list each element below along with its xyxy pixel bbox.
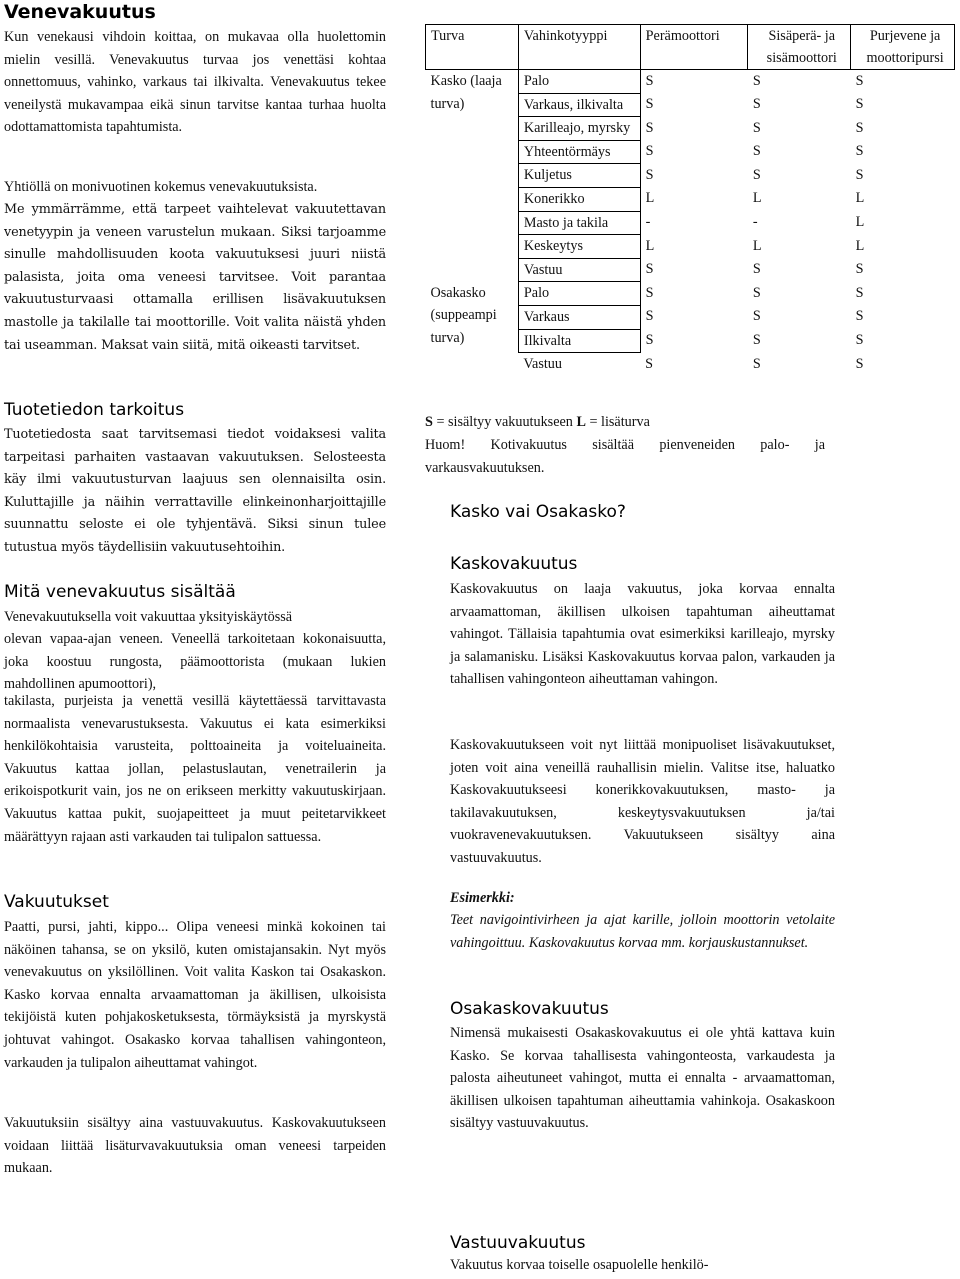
table-cell: Varkaus, ilkivalta <box>518 93 640 117</box>
purpose-paragraph: Tuotetiedosta saat tarvitsemasi tiedot voidaksesi valita tarpeitasi parhaiten vastaavan vakuutuksen. Selosteesta käy ilmi vakuutusturvan laajuus sen olennaisilta osin. Kuluttajille ja näihin verrattaville elinkeinonharjoittajille suunnattu seloste ei ole tyhjentävä. Siksi sinun tulee tutustua myös täydellisiin vakuutusehtoihin. <box>4 427 386 555</box>
section-heading-insurances: Vakuutukset <box>4 892 109 912</box>
table-row <box>426 282 955 306</box>
example-label: Esimerkki: <box>450 890 515 906</box>
contents-paragraph-1: olevan vapaa-ajan veneen. Veneellä tarkoitetaan kokonaisuutta, joka koostuu rungosta, päämoottorista (mukaan lukien mahdollinen apumoottori), <box>4 631 386 693</box>
section-heading-contents: Mitä venevakuutus sisältää <box>4 582 236 602</box>
group-label-kasko: Kasko (laaja turva) <box>430 73 502 112</box>
table-row <box>426 70 955 94</box>
table-cell: Vastuu <box>523 356 562 373</box>
table-cell: S <box>855 308 864 325</box>
table-cell: S <box>752 261 761 278</box>
table-cell: S <box>855 355 864 372</box>
liability-note-paragraph: Vakuutuksiin sisältyy aina vastuuvakuutus. Kaskovakuutukseen voidaan liittää lisäturvavakuutuksia oman veneesi tarpeiden mukaan. <box>4 1115 386 1177</box>
table-header-cell: Perämoottori <box>640 25 748 70</box>
table-cell: S <box>855 332 864 349</box>
table-cell: L <box>855 190 865 207</box>
coverage-table <box>425 24 955 376</box>
compare-heading: Kasko vai Osakasko? <box>450 502 626 522</box>
table-cell: Vastuu <box>518 258 640 282</box>
table-cell: - <box>752 214 758 231</box>
contents-line-1: Venevakuutuksella voit vakuuttaa yksityiskäytössä <box>4 609 293 625</box>
table-legend <box>425 411 845 434</box>
table-header-cell: Purjevene ja moottoripursi <box>851 25 955 70</box>
table-cell: L <box>645 237 655 254</box>
osakasko-paragraph: Nimensä mukaisesti Osakaskovakuutus ei ole yhtä kattava kuin Kasko. Se korvaa tahallisesta vahingonteosta, varkaudesta ja palosta aiheutuneet vahingot, mutta ei ennalta - arvaamattoman, äkillisen ulkoisen tapahtuman aiheuttamia vahinkoja. Osakaskoon sisältyy vastuuvakuutus. <box>450 1025 835 1132</box>
insurances-paragraph: Paatti, pursi, jahti, kippo... Olipa veneesi minkä kokoinen tai näköinen tahansa, se on yksilö, kuten omistajansakin. Nyt myös venevakuutus on yksilöllinen. Voit valita Kaskon tai Osakaskon. Kasko korvaa ennalta arvaamattoman ja äkillisen, ulkoisista tekijöistä kuten pohjakosketuksesta, törmäyksistä ja myrskystä johtuvat vahingot. Osakasko korvaa tahallisen vahingonteon, varkauden ja tulipalon aiheuttamat vahingot. <box>4 919 386 1071</box>
table-cell: Yhteentörmäys <box>518 140 640 164</box>
table-cell: S <box>645 166 654 183</box>
table-cell: Palo <box>518 282 640 306</box>
example-text: Teet navigointivirheen ja ajat karille, jolloin moottorin vetolaite vahingoittuu. Kaskovakuutus korvaa mm. korjauskustannukset. <box>450 912 835 951</box>
table-cell: S <box>855 261 864 278</box>
table-cell: S <box>752 73 761 89</box>
table-cell: S <box>855 73 864 89</box>
table-cell: S <box>752 143 761 160</box>
company-lead: Yhtiöllä on monivuotinen kokemus venevakuutuksista. <box>4 179 318 195</box>
table-cell: Varkaus <box>518 305 640 329</box>
table-cell: S <box>752 332 761 349</box>
table-cell: S <box>752 119 761 136</box>
table-cell: S <box>645 143 654 160</box>
table-cell: S <box>855 96 864 113</box>
legend-s-text: = sisältyy vakuutukseen <box>432 414 577 430</box>
table-cell: L <box>752 190 762 207</box>
table-cell: S <box>752 308 761 325</box>
table-cell: Karilleajo, myrsky <box>518 117 640 141</box>
intro-paragraph: Kun venekausi vihdoin koittaa, on mukavaa olla huolettomin mielin vesillä. Venevakuutus turvaa jos venettäsi kohtaa onnettomuus, vahinko, varkaus tai ilkivalta. Venevakuutus tekee veneilystä mukavampaa eikä sinun tarvitse kantaa turhaa huolta odottamattomista tapahtumista. <box>4 29 386 136</box>
contents-paragraph-2: takilasta, purjeista ja venettä vesillä käytettäessä tarvittavasta normaalista venevarustuksesta. Vakuutus ei kata esimerkiksi henkilökohtaisia varusteita, polttoaineita ja voiteluaineita. Vakuutus kattaa jollan, pelastuslautan, venetrailerin ja erikoispotkurit vain, jos ne on erikseen merkitty vakuutuskirjaan. Vakuutus kattaa pukit, suojapeitteet ja muut peitetarvikkeet määrättyyn rajaan asti varkauden tai tulipalon sattuessa. <box>4 693 386 845</box>
kasko-heading: Kaskovakuutus <box>450 554 578 574</box>
table-header-row <box>426 25 955 70</box>
section-heading-purpose: Tuotetiedon tarkoitus <box>4 400 185 420</box>
legend-l-key: L <box>576 414 586 430</box>
legend-l-text: = lisäturva <box>585 414 650 430</box>
table-cell: Palo <box>518 70 640 94</box>
table-cell: L <box>752 237 762 254</box>
table-cell: Keskeytys <box>518 235 640 259</box>
table-cell: S <box>645 73 654 89</box>
table-cell: S <box>645 96 654 113</box>
table-header-cell: Vahinkotyyppi <box>518 25 640 70</box>
page-title: Venevakuutus <box>4 1 156 23</box>
table-cell: L <box>855 237 865 254</box>
osakasko-heading: Osakaskovakuutus <box>450 999 609 1019</box>
table-cell: S <box>752 96 761 113</box>
table-cell: S <box>855 284 864 301</box>
kasko-paragraph-1: Kaskovakuutus on laaja vakuutus, joka korvaa ennalta arvaamattoman, äkillisen ulkoisen tapahtuman aiheuttamat vahingot. Tällaisia tapahtumia ovat esimerkiksi karilleajo, myrsky ja salamanisku. Lisäksi Kaskovakuutus korvaa palon, varkauden ja tahallisen vahingonteon aiheuttaman vahingon. <box>450 581 835 688</box>
table-cell: S <box>645 332 654 349</box>
table-cell: Masto ja takila <box>518 211 640 235</box>
kasko-paragraph-2: Kaskovakuutukseen voit nyt liittää monipuoliset lisävakuutukset, joten voit aina veneillä rauhallisin mielin. Valitse itse, haluatko Kaskovakuutukseesi konerikkovakuutuksen, masto- ja takilavakuutuksen, keskeytysvakuutuksen ja/tai vuokravenevakuutuksen. Vakuutukseen sisältyy aina vastuuvakuutus. <box>450 737 835 866</box>
legend-s-key: S <box>425 414 433 430</box>
table-note: Huom! Kotivakuutus sisältää pienveneiden palo- ja varkausvakuutuksen. <box>425 437 825 476</box>
table-header-cell: Sisäperä- ja sisämoottori <box>748 25 851 70</box>
table-cell: S <box>645 308 654 325</box>
table-cell: S <box>645 119 654 136</box>
table-cell: S <box>752 284 761 301</box>
table-cell: S <box>752 166 761 183</box>
liability-heading: Vastuuvakuutus <box>450 1233 586 1253</box>
table-cell: L <box>645 190 655 207</box>
table-cell: S <box>855 166 864 183</box>
table-cell: S <box>645 261 654 278</box>
group-label-osakasko: Osakasko (suppeampi turva) <box>430 284 497 347</box>
table-cell: S <box>855 143 864 160</box>
table-cell: - <box>645 214 651 231</box>
table-cell: Ilkivalta <box>518 329 640 353</box>
table-cell: S <box>855 119 864 136</box>
table-cell: S <box>752 355 761 372</box>
table-cell: Kuljetus <box>518 164 640 188</box>
table-cell: Konerikko <box>518 187 640 211</box>
company-paragraph: Me ymmärrämme, että tarpeet vaihtelevat vakuutettavan venetyypin ja veneen varustelun mukaan. Siksi tarjoamme sinulle mahdollisuuden koota vakuutuksesi juuri niistä palasista, joita oma veneesi tarvitsee. Voit parantaa vakuutusturvaasi ottamalla erillisen lisävakuutuksen mastolle ja takilalle tai moottorille. Voit valita näistä yhden tai useamman. Maksat vain siitä, mitä oikeasti tarvitset. <box>4 202 386 353</box>
table-cell: S <box>645 284 654 301</box>
table-cell: S <box>645 355 654 372</box>
table-header-cell: Turva <box>426 25 519 70</box>
table-cell: L <box>855 214 865 231</box>
liability-paragraph: Vakuutus korvaa toiselle osapuolelle henkilö- <box>450 1257 709 1273</box>
